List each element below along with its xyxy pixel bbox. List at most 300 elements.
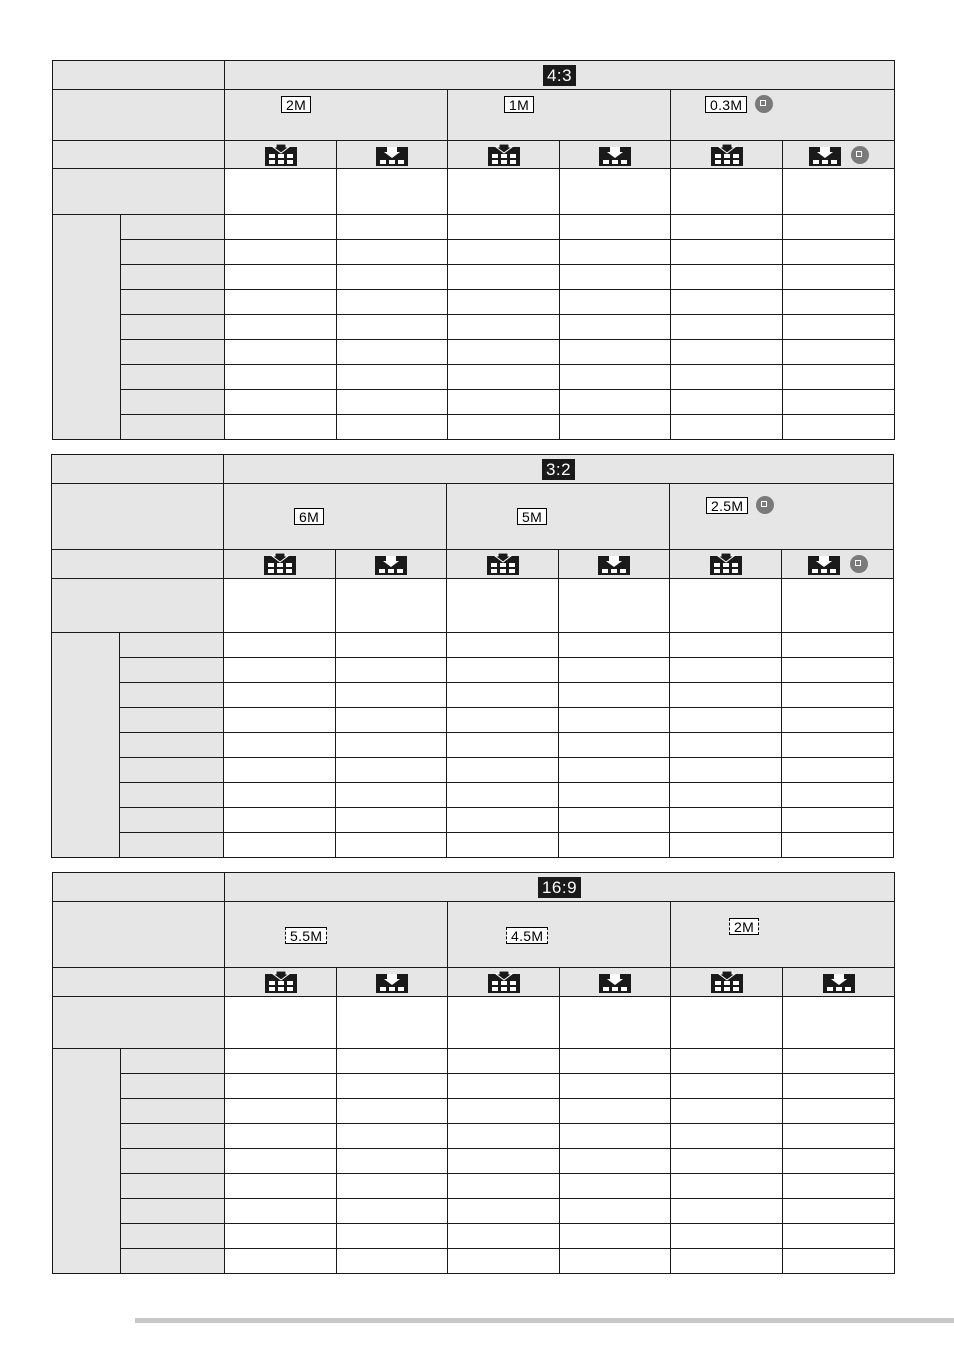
data-cell	[447, 579, 559, 633]
data-cell	[671, 1149, 783, 1174]
file-size-label-cell	[53, 169, 225, 215]
file-size-label-cell	[53, 997, 225, 1049]
row-label-cell	[121, 1074, 225, 1099]
data-cell	[447, 708, 559, 733]
quality-cell	[448, 968, 560, 997]
data-cell	[448, 169, 560, 215]
standard-quality-icon	[599, 971, 631, 993]
data-cell	[783, 1174, 895, 1199]
data-cell	[783, 1099, 895, 1124]
data-cell	[225, 1099, 337, 1124]
data-cell	[448, 1199, 560, 1224]
data-cell	[671, 415, 783, 440]
mini-size-icon	[850, 555, 868, 573]
fine-quality-icon	[710, 553, 742, 575]
data-cell	[448, 240, 560, 265]
quality-label-cell	[53, 141, 225, 169]
table-row	[53, 1099, 895, 1124]
data-cell	[447, 633, 559, 658]
data-cell	[559, 833, 670, 858]
data-cell	[448, 1099, 560, 1124]
data-cell	[782, 733, 894, 758]
data-cell	[670, 683, 782, 708]
data-cell	[336, 683, 447, 708]
data-cell	[224, 758, 336, 783]
data-cell	[448, 1224, 560, 1249]
data-cell	[225, 315, 337, 340]
quality-cell	[559, 550, 670, 579]
data-cell	[225, 1224, 337, 1249]
data-cell	[337, 1099, 448, 1124]
data-cell	[670, 658, 782, 683]
table-row	[52, 683, 894, 708]
quality-cell	[224, 550, 336, 579]
data-cell	[224, 633, 336, 658]
table-row	[52, 733, 894, 758]
standard-quality-icon	[376, 971, 408, 993]
data-cell	[560, 215, 671, 240]
data-cell	[337, 290, 448, 315]
table-aspect-3-2	[51, 454, 894, 858]
quality-cell	[671, 968, 783, 997]
mini-size-icon	[851, 146, 869, 164]
fine-quality-icon	[711, 144, 743, 166]
data-cell	[783, 1249, 895, 1274]
data-cell	[337, 315, 448, 340]
row-label-cell	[121, 1249, 225, 1274]
data-cell	[783, 1199, 895, 1224]
data-cell	[336, 783, 447, 808]
row-label-cell	[121, 1224, 225, 1249]
row-label-cell	[121, 365, 225, 390]
quality-cell	[560, 141, 671, 169]
data-cell	[447, 833, 559, 858]
data-cell	[337, 1149, 448, 1174]
data-cell	[559, 708, 670, 733]
row-label-cell	[121, 1174, 225, 1199]
table-row	[53, 1124, 895, 1149]
table-row	[53, 340, 895, 365]
size-cell	[671, 902, 895, 968]
data-cell	[560, 1224, 671, 1249]
data-cell	[336, 733, 447, 758]
data-cell	[783, 1049, 895, 1074]
table-row	[53, 265, 895, 290]
size-cell	[670, 484, 894, 550]
data-cell	[559, 733, 670, 758]
data-cell	[560, 1074, 671, 1099]
standard-quality-icon	[598, 553, 630, 575]
data-cell	[671, 365, 783, 390]
size-cell	[447, 484, 670, 550]
data-cell	[448, 415, 560, 440]
data-cell	[225, 215, 337, 240]
quality-cell	[225, 141, 337, 169]
data-cell	[560, 1124, 671, 1149]
data-cell	[559, 579, 670, 633]
data-cell	[336, 808, 447, 833]
data-cell	[225, 1174, 337, 1199]
data-cell	[448, 1174, 560, 1199]
data-cell	[671, 1174, 783, 1199]
data-cell	[337, 1249, 448, 1274]
data-cell	[337, 390, 448, 415]
quality-label-cell	[53, 968, 225, 997]
data-cell	[225, 1124, 337, 1149]
table-row	[53, 1224, 895, 1249]
data-cell	[671, 1224, 783, 1249]
standard-quality-icon	[376, 144, 408, 166]
data-cell	[783, 1074, 895, 1099]
data-cell	[225, 1199, 337, 1224]
data-cell	[782, 783, 894, 808]
row-label-cell	[121, 390, 225, 415]
picture-size-badge: 6M	[294, 508, 324, 525]
data-cell	[448, 290, 560, 315]
data-cell	[337, 1124, 448, 1149]
table-aspect-4-3	[52, 60, 895, 440]
row-label-cell	[120, 633, 224, 658]
row-label-cell	[120, 658, 224, 683]
row-label-cell	[121, 215, 225, 240]
data-cell	[337, 415, 448, 440]
row-label-cell	[121, 340, 225, 365]
picture-size-badge: 1M	[504, 96, 534, 113]
data-cell	[337, 1074, 448, 1099]
data-cell	[783, 1124, 895, 1149]
data-cell	[670, 579, 782, 633]
aspect-header-cell	[224, 455, 894, 484]
quality-cell	[783, 141, 895, 169]
aspect-header-cell	[225, 873, 895, 902]
data-cell	[225, 390, 337, 415]
data-cell	[559, 758, 670, 783]
quality-cell	[336, 550, 447, 579]
size-label-cell	[53, 902, 225, 968]
data-cell	[224, 733, 336, 758]
data-cell	[671, 240, 783, 265]
data-cell	[336, 758, 447, 783]
data-cell	[670, 633, 782, 658]
data-cell	[560, 390, 671, 415]
size-cell	[448, 902, 671, 968]
row-label-cell	[121, 1049, 225, 1074]
picture-size-badge: 2M	[281, 96, 311, 113]
data-cell	[670, 733, 782, 758]
footer-rule	[135, 1318, 954, 1323]
data-cell	[671, 390, 783, 415]
header-label-cell	[53, 873, 225, 902]
data-cell	[224, 708, 336, 733]
data-cell	[448, 265, 560, 290]
data-cell	[783, 315, 895, 340]
data-cell	[224, 833, 336, 858]
data-cell	[560, 169, 671, 215]
data-cell	[225, 265, 337, 290]
data-cell	[559, 683, 670, 708]
row-label-cell	[121, 290, 225, 315]
data-cell	[782, 633, 894, 658]
quality-cell	[337, 141, 448, 169]
data-cell	[336, 708, 447, 733]
fine-quality-icon	[488, 144, 520, 166]
table-row	[53, 1149, 895, 1174]
data-cell	[560, 415, 671, 440]
quality-cell	[448, 141, 560, 169]
row-label-cell	[121, 1149, 225, 1174]
fine-quality-icon	[711, 971, 743, 993]
data-cell	[783, 1149, 895, 1174]
data-cell	[671, 997, 783, 1049]
data-cell	[225, 290, 337, 315]
data-cell	[225, 1049, 337, 1074]
data-cell	[224, 783, 336, 808]
data-cell	[225, 1074, 337, 1099]
aspect-badge: 16:9	[538, 877, 581, 898]
data-cell	[448, 215, 560, 240]
mini-size-icon	[756, 496, 774, 514]
picture-size-badge: 0.3M	[705, 96, 747, 113]
aspect-badge: 4:3	[543, 65, 576, 86]
fine-quality-icon	[265, 144, 297, 166]
data-cell	[225, 415, 337, 440]
data-cell	[560, 1149, 671, 1174]
table-row	[52, 658, 894, 683]
row-label-cell	[120, 733, 224, 758]
data-cell	[224, 808, 336, 833]
row-label-cell	[120, 708, 224, 733]
data-cell	[225, 1149, 337, 1174]
data-cell	[671, 1074, 783, 1099]
data-cell	[671, 1249, 783, 1274]
data-cell	[225, 365, 337, 390]
quality-cell	[782, 550, 894, 579]
standard-quality-icon	[823, 971, 855, 993]
table-row	[53, 1074, 895, 1099]
data-cell	[448, 1049, 560, 1074]
row-label-cell	[121, 1124, 225, 1149]
aspect-header-cell	[225, 61, 895, 90]
size-label-cell	[53, 90, 225, 141]
data-cell	[782, 833, 894, 858]
data-cell	[783, 215, 895, 240]
row-label-cell	[120, 808, 224, 833]
table-row	[53, 1199, 895, 1224]
quality-cell	[225, 968, 337, 997]
data-cell	[448, 1249, 560, 1274]
table-row	[52, 758, 894, 783]
quality-cell	[447, 550, 559, 579]
row-label-cell	[120, 683, 224, 708]
data-cell	[560, 290, 671, 315]
data-cell	[448, 997, 560, 1049]
table-row	[53, 215, 895, 240]
standard-quality-icon	[808, 553, 840, 575]
data-cell	[560, 997, 671, 1049]
size-cell	[448, 90, 671, 141]
data-cell	[225, 340, 337, 365]
data-cell	[782, 758, 894, 783]
data-cell	[560, 1249, 671, 1274]
data-cell	[448, 315, 560, 340]
quality-cell	[560, 968, 671, 997]
data-cell	[560, 340, 671, 365]
data-cell	[671, 1124, 783, 1149]
row-label-cell	[121, 315, 225, 340]
data-cell	[447, 758, 559, 783]
table-row	[53, 1049, 895, 1074]
data-cell	[783, 415, 895, 440]
data-cell	[560, 240, 671, 265]
data-cell	[448, 1124, 560, 1149]
data-cell	[337, 215, 448, 240]
data-cell	[783, 240, 895, 265]
data-cell	[224, 658, 336, 683]
data-cell	[559, 658, 670, 683]
data-cell	[559, 783, 670, 808]
quality-cell	[337, 968, 448, 997]
standard-quality-icon	[809, 144, 841, 166]
data-cell	[671, 340, 783, 365]
size-cell	[225, 902, 448, 968]
data-cell	[447, 683, 559, 708]
header-label-cell	[53, 61, 225, 90]
data-cell	[337, 265, 448, 290]
data-cell	[783, 365, 895, 390]
data-cell	[783, 340, 895, 365]
data-cell	[559, 633, 670, 658]
data-cell	[782, 708, 894, 733]
standard-quality-icon	[599, 144, 631, 166]
table-row	[53, 290, 895, 315]
row-label-cell	[120, 758, 224, 783]
size-cell	[224, 484, 447, 550]
data-cell	[670, 783, 782, 808]
standard-quality-icon	[375, 553, 407, 575]
data-cell	[337, 1174, 448, 1199]
data-cell	[670, 758, 782, 783]
data-cell	[671, 1199, 783, 1224]
mini-size-icon	[755, 95, 773, 113]
data-cell	[336, 633, 447, 658]
data-cell	[783, 390, 895, 415]
data-cell	[671, 290, 783, 315]
data-cell	[224, 683, 336, 708]
data-cell	[336, 658, 447, 683]
data-cell	[224, 579, 336, 633]
table-aspect-16-9	[52, 872, 895, 1274]
row-label-cell	[121, 1199, 225, 1224]
data-cell	[671, 315, 783, 340]
data-cell	[670, 833, 782, 858]
data-cell	[448, 365, 560, 390]
row-label-cell	[120, 783, 224, 808]
data-cell	[225, 1249, 337, 1274]
data-cell	[337, 1049, 448, 1074]
header-label-cell	[52, 455, 224, 484]
group-label-cell	[53, 1049, 121, 1274]
data-cell	[783, 265, 895, 290]
data-cell	[560, 265, 671, 290]
picture-size-badge: 4.5M	[506, 927, 548, 944]
data-cell	[336, 579, 447, 633]
picture-size-badge: 5M	[517, 508, 547, 525]
data-cell	[783, 997, 895, 1049]
row-label-cell	[121, 265, 225, 290]
group-label-cell	[52, 633, 120, 858]
fine-quality-icon	[265, 971, 297, 993]
data-cell	[337, 169, 448, 215]
row-label-cell	[120, 833, 224, 858]
fine-quality-icon	[487, 553, 519, 575]
quality-label-cell	[52, 550, 224, 579]
data-cell	[337, 1199, 448, 1224]
data-cell	[560, 1049, 671, 1074]
row-label-cell	[121, 415, 225, 440]
table-row	[53, 390, 895, 415]
quality-cell	[783, 968, 895, 997]
quality-cell	[670, 550, 782, 579]
data-cell	[225, 997, 337, 1049]
data-cell	[671, 215, 783, 240]
data-cell	[671, 1049, 783, 1074]
table-row	[53, 1174, 895, 1199]
data-cell	[783, 290, 895, 315]
data-cell	[559, 808, 670, 833]
data-cell	[448, 1074, 560, 1099]
data-cell	[782, 808, 894, 833]
group-label-cell	[53, 215, 121, 440]
data-cell	[448, 1149, 560, 1174]
picture-size-badge: 2M	[729, 918, 759, 935]
data-cell	[560, 1174, 671, 1199]
table-row	[53, 415, 895, 440]
data-cell	[225, 240, 337, 265]
data-cell	[337, 997, 448, 1049]
size-label-cell	[52, 484, 224, 550]
data-cell	[783, 1224, 895, 1249]
size-cell	[225, 90, 448, 141]
table-row	[52, 833, 894, 858]
table-row	[53, 240, 895, 265]
data-cell	[560, 1199, 671, 1224]
data-cell	[448, 340, 560, 365]
table-row	[52, 708, 894, 733]
row-label-cell	[121, 240, 225, 265]
aspect-badge: 3:2	[542, 459, 575, 480]
table-row	[52, 783, 894, 808]
data-cell	[447, 658, 559, 683]
fine-quality-icon	[264, 553, 296, 575]
picture-size-badge: 5.5M	[285, 927, 327, 944]
quality-cell	[671, 141, 783, 169]
table-row	[52, 808, 894, 833]
file-size-label-cell	[52, 579, 224, 633]
data-cell	[337, 365, 448, 390]
data-cell	[336, 833, 447, 858]
data-cell	[782, 579, 894, 633]
data-cell	[560, 315, 671, 340]
data-cell	[448, 390, 560, 415]
data-cell	[671, 169, 783, 215]
table-row	[53, 1249, 895, 1274]
data-cell	[337, 340, 448, 365]
data-cell	[782, 658, 894, 683]
table-row	[53, 315, 895, 340]
data-cell	[670, 708, 782, 733]
fine-quality-icon	[488, 971, 520, 993]
row-label-cell	[121, 1099, 225, 1124]
